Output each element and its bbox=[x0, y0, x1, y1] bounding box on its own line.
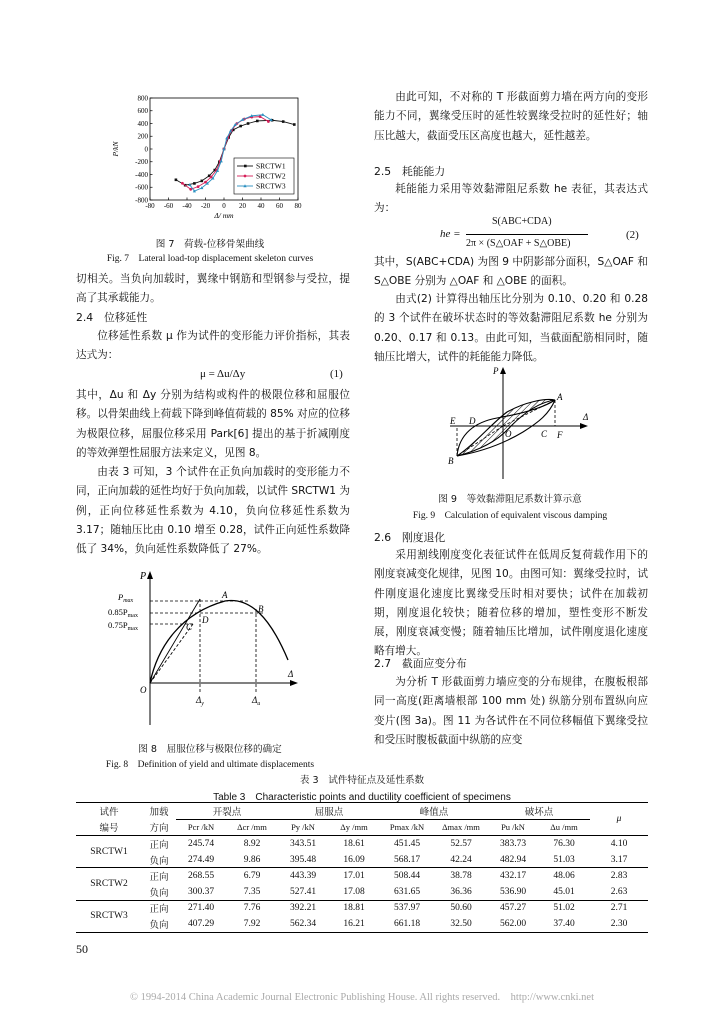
value-cell: 7.76 bbox=[243, 903, 261, 914]
table-row bbox=[76, 868, 648, 884]
th-dy: Δy /mm bbox=[328, 819, 380, 836]
copyright-footer: © 1994-2014 China Academic Journal Electronic Publishing House. All rights reserved. http://www.cnki.net bbox=[130, 992, 594, 1003]
table-row bbox=[76, 900, 648, 916]
right-paragraph-1: 由此可知，不对称的 T 形截面剪力墙在两方向的变形能力不同，翼缘受压时的延性较翼缘受拉时的延性好；轴压比越大，截面受压区高度也越大，延性越差。 bbox=[374, 91, 648, 142]
table-body bbox=[76, 836, 648, 933]
specimen-name-cell: SRCTW1 bbox=[90, 846, 128, 857]
th-load: 加载 bbox=[149, 807, 169, 819]
value-cell: 343.51 bbox=[289, 838, 317, 849]
direction-cell: 负向 bbox=[149, 919, 169, 931]
right-paragraph-2: 耗能能力采用等效黏滞阻尼系数 he 表征，其表达式为： bbox=[374, 183, 648, 215]
value-cell: 451.45 bbox=[393, 838, 421, 849]
figure-7 bbox=[110, 92, 310, 232]
y-tick-label: -400 bbox=[135, 170, 148, 179]
data-point bbox=[204, 181, 207, 184]
y-tick-label: 600 bbox=[137, 107, 148, 116]
th-du: Δu /mm bbox=[538, 819, 590, 836]
fig8-label-du: $\Delta_u$ bbox=[252, 695, 261, 707]
fig9-label-F: F bbox=[557, 430, 563, 440]
x-tick-label: 60 bbox=[276, 202, 283, 210]
value-cell: 17.08 bbox=[343, 886, 365, 897]
th-pmax: Pmax /kN bbox=[380, 819, 434, 836]
y-tick-label: 800 bbox=[137, 94, 148, 103]
eq1-text: μ = Δu/Δy bbox=[200, 368, 246, 380]
table-row bbox=[76, 884, 648, 900]
x-axis-label: Δ/ mm bbox=[214, 211, 234, 220]
value-cell: 508.44 bbox=[393, 871, 421, 882]
right-paragraph-6: 为分析 T 形截面剪力墙应变的分布规律，在腹板根部同一高度(距离墙根部 100 mm 处) 纵筋分别布置纵向应变片(图 3a)。图 11 为各试件在不同位移幅值下翼缘受拉和受压时腹板截面中纵筋的应变 bbox=[374, 676, 648, 746]
fig9-y-arrow bbox=[500, 367, 506, 374]
data-point bbox=[210, 176, 213, 179]
data-point bbox=[256, 120, 259, 123]
value-cell: 245.74 bbox=[187, 838, 215, 849]
fig9-label-D: D bbox=[469, 416, 476, 426]
value-cell: 45.01 bbox=[553, 886, 575, 897]
value-cell: 6.79 bbox=[243, 871, 261, 882]
x-tick-label: -40 bbox=[182, 202, 192, 210]
value-cell: 38.78 bbox=[450, 871, 472, 882]
fig9-label-O: O bbox=[505, 429, 512, 439]
fig8-caption-en: Fig. 8 Definition of yield and ultimate displacements bbox=[105, 760, 315, 770]
data-point bbox=[247, 122, 250, 125]
fig8-secant-line bbox=[150, 624, 193, 683]
value-cell: 268.55 bbox=[187, 871, 215, 882]
direction-cell: 正向 bbox=[149, 904, 169, 916]
direction-cell: 负向 bbox=[149, 887, 169, 899]
th-py: Py /kN bbox=[278, 819, 328, 836]
th-peak: 峰值点 bbox=[380, 803, 488, 820]
table3-title-en: Table 3 Characteristic points and ductility coefficient of specimens bbox=[213, 792, 511, 803]
equation-1-number: (1) bbox=[330, 368, 343, 380]
th-pu: Pu /kN bbox=[488, 819, 538, 836]
value-cell: 271.40 bbox=[187, 903, 215, 914]
equation-2-number: (2) bbox=[626, 229, 639, 241]
left-paragraph-4: 由表 3 可知，3 个试件在正负向加载时的变形能力不同，正向加载的延性均好于负向加载，以试件 SRCTW1 为例，正向位移延性系数为 4.10，负向位移延性系数为 3.17；随轴压比由 0.10 增至 0.28，试件正向延性系数降低了 34%，负向延性系数降低了 27%。 bbox=[76, 466, 350, 556]
section-2-4-heading: 2.4 位移延性 bbox=[76, 311, 148, 324]
figure-9 bbox=[445, 364, 595, 484]
data-point bbox=[239, 125, 242, 128]
th-specimen: 试件 bbox=[99, 807, 119, 819]
fig9-caption-en: Fig. 9 Calculation of equivalent viscous damping bbox=[412, 511, 608, 521]
left-paragraph-2: 位移延性系数 μ 作为试件的变形能力评价指标，其表达式为： bbox=[76, 330, 350, 362]
value-cell: 4.10 bbox=[610, 838, 628, 849]
value-cell: 52.57 bbox=[450, 838, 472, 849]
left-paragraph-3: 其中，Δu 和 Δy 分别为结构或构件的极限位移和屈服位移。以骨架曲线上荷载下降到峰值荷载的 85% 对应的位移为极限位移，屈服位移采用 Park[6] 提出的基于折减刚度的等效弹塑性屈服方法来定义，见图 8。 bbox=[76, 389, 350, 459]
th-dmax: Δmax /mm bbox=[434, 819, 488, 836]
legend-marker bbox=[244, 165, 247, 168]
fig8-label-D: D bbox=[202, 615, 209, 625]
legend-entry: SRCTW1 bbox=[256, 161, 286, 171]
y-tick-label: -600 bbox=[135, 183, 148, 192]
value-cell: 568.17 bbox=[393, 854, 421, 865]
value-cell: 407.29 bbox=[187, 918, 215, 929]
data-point bbox=[282, 120, 285, 123]
fig8-elastic-line bbox=[150, 599, 200, 683]
right-paragraph-5: 采用割线刚度变化表征试件在低周反复荷载作用下的刚度衰减变化规律，见图 10。由图可知：翼缘受拉时，试件刚度退化速度比翼缘受压时相对要快；试件在加载初期，刚度退化较快；随着位移的增加，塑性变形不断发展，刚度衰减变慢；随着轴压比增加，试件刚度退化速度略有增大。 bbox=[374, 549, 648, 658]
th-yield: 屈服点 bbox=[278, 803, 380, 820]
direction-cell: 正向 bbox=[149, 839, 169, 851]
data-point bbox=[293, 123, 296, 126]
value-cell: 395.48 bbox=[289, 854, 317, 865]
right-paragraph-3: 其中，S(ABC+CDA) 为图 9 中阴影部分面积，S△OAF 和 S△OBE 分别为 △OAF 和 △OBE 的面积。 bbox=[374, 256, 648, 288]
fig9-label-B: B bbox=[448, 456, 454, 466]
fig8-label-B: B bbox=[258, 604, 264, 614]
fig9-label-P: P bbox=[493, 366, 499, 376]
th-mu: μ bbox=[590, 803, 648, 836]
x-tick-label: -80 bbox=[145, 202, 155, 210]
left-paragraph-1: 切相关。当负向加载时，翼缘中钢筋和型钢参与受拉，提高了其承载能力。 bbox=[76, 273, 350, 305]
data-point bbox=[193, 182, 196, 185]
value-cell: 457.27 bbox=[499, 903, 527, 914]
data-point bbox=[181, 182, 184, 185]
data-point bbox=[197, 185, 200, 188]
value-cell: 8.92 bbox=[243, 838, 261, 849]
value-cell: 661.18 bbox=[393, 918, 421, 929]
value-cell: 537.97 bbox=[393, 903, 421, 914]
data-point bbox=[267, 120, 270, 123]
value-cell: 37.40 bbox=[553, 918, 575, 929]
value-cell: 383.73 bbox=[499, 838, 527, 849]
value-cell: 482.94 bbox=[499, 854, 527, 865]
fig8-label-delta: Δ bbox=[288, 669, 294, 679]
th-direction: 方向 bbox=[142, 819, 176, 836]
fig9-label-A: A bbox=[557, 392, 563, 402]
fig7-caption-en: Fig. 7 Lateral load-top displacement skeleton curves bbox=[106, 254, 314, 264]
value-cell: 9.86 bbox=[243, 854, 261, 865]
value-cell: 7.92 bbox=[243, 918, 261, 929]
value-cell: 562.34 bbox=[289, 918, 317, 929]
fig9-label-delta: Δ bbox=[583, 412, 589, 422]
value-cell: 562.00 bbox=[499, 918, 527, 929]
specimen-name-cell: SRCTW3 bbox=[90, 911, 128, 922]
th-id: 编号 bbox=[76, 819, 142, 836]
x-tick-label: 80 bbox=[294, 202, 302, 210]
value-cell: 392.21 bbox=[289, 903, 317, 914]
value-cell: 631.65 bbox=[393, 886, 421, 897]
th-dcr: Δcr /mm bbox=[226, 819, 278, 836]
value-cell: 274.49 bbox=[187, 854, 215, 865]
section-2-7-heading: 2.7 截面应变分布 bbox=[374, 657, 467, 670]
data-point bbox=[259, 115, 262, 118]
fig8-x-arrow bbox=[290, 680, 298, 686]
value-cell: 32.50 bbox=[450, 918, 472, 929]
section-2-5-heading: 2.5 耗能能力 bbox=[374, 165, 446, 178]
x-tick-label: 0 bbox=[222, 202, 226, 210]
equation-1 bbox=[200, 368, 245, 380]
value-cell: 432.17 bbox=[499, 871, 527, 882]
value-cell: 16.21 bbox=[343, 918, 365, 929]
table-3 bbox=[76, 802, 648, 933]
direction-cell: 负向 bbox=[149, 855, 169, 867]
value-cell: 18.81 bbox=[343, 903, 365, 914]
yield-ultimate-diagram bbox=[100, 565, 305, 735]
skeleton-curve-chart bbox=[110, 92, 310, 232]
equation-2 bbox=[440, 216, 590, 256]
y-tick-label: -200 bbox=[135, 158, 148, 167]
eq2-fraction-bar bbox=[466, 234, 588, 235]
fig8-label-p85: $0.85P_{max}$ bbox=[108, 607, 138, 619]
value-cell: 2.30 bbox=[610, 918, 628, 929]
eq2-denominator: 2π × (S△OAF + S△OBE) bbox=[466, 238, 571, 249]
table-row bbox=[76, 916, 648, 932]
fig8-y-arrow bbox=[147, 571, 153, 579]
table-row bbox=[76, 852, 648, 868]
y-axis-label: P/kN bbox=[111, 141, 120, 157]
fig9-label-C: C bbox=[541, 429, 548, 439]
x-tick-label: -60 bbox=[163, 202, 174, 210]
y-tick-label: -800 bbox=[135, 196, 148, 205]
value-cell: 76.30 bbox=[553, 838, 575, 849]
x-tick-label: 40 bbox=[257, 202, 265, 210]
fig7-caption-cn: 图 7 荷载-位移骨架曲线 bbox=[155, 239, 265, 250]
table3-title-cn: 表 3 试件特征点及延性系数 bbox=[299, 775, 425, 786]
value-cell: 51.03 bbox=[553, 854, 575, 865]
value-cell: 42.24 bbox=[450, 854, 472, 865]
y-tick-label: 400 bbox=[137, 119, 148, 128]
fig9-x-arrow bbox=[580, 423, 588, 429]
y-tick-label: 0 bbox=[144, 145, 148, 154]
data-point bbox=[201, 180, 204, 183]
legend-entry: SRCTW3 bbox=[256, 181, 286, 191]
th-failure: 破坏点 bbox=[488, 803, 590, 820]
legend-marker bbox=[244, 175, 247, 178]
value-cell: 2.63 bbox=[610, 886, 628, 897]
direction-cell: 正向 bbox=[149, 872, 169, 884]
value-cell: 300.37 bbox=[187, 886, 215, 897]
right-paragraph-4: 由式(2) 计算得出轴压比分别为 0.10、0.20 和 0.28 的 3 个试件在破坏状态时的等效黏滞阻尼系数 he 分别为 0.20、0.17 和 0.13。由此可知，当截面配筋相同时，随轴压比增大，试件的耗能能力降低。 bbox=[374, 293, 648, 363]
y-tick-label: 200 bbox=[137, 132, 148, 141]
value-cell: 2.83 bbox=[610, 871, 628, 882]
fig8-label-p75: $0.75P_{max}$ bbox=[108, 620, 138, 632]
x-tick-label: 20 bbox=[239, 202, 246, 210]
specimen-name-cell: SRCTW2 bbox=[90, 878, 128, 889]
section-2-6-heading: 2.6 刚度退化 bbox=[374, 531, 446, 544]
eq2-numerator: S(ABC+CDA) bbox=[492, 216, 552, 227]
table-header-row-2 bbox=[76, 819, 648, 836]
value-cell: 536.90 bbox=[499, 886, 527, 897]
th-crack: 开裂点 bbox=[176, 803, 278, 820]
fig9-label-E: E bbox=[450, 416, 456, 426]
data-point bbox=[175, 178, 178, 181]
damping-diagram bbox=[445, 364, 595, 484]
fig8-label-A: A bbox=[222, 590, 228, 600]
fig8-label-O: O bbox=[140, 685, 147, 695]
fig8-caption-cn: 图 8 屈服位移与极限位移的确定 bbox=[138, 744, 282, 755]
value-cell: 3.17 bbox=[610, 854, 628, 865]
eq2-lhs: he = bbox=[440, 228, 461, 240]
value-cell: 7.35 bbox=[243, 886, 261, 897]
value-cell: 18.61 bbox=[343, 838, 365, 849]
figure-8 bbox=[100, 565, 305, 735]
value-cell: 51.02 bbox=[553, 903, 575, 914]
value-cell: 443.39 bbox=[289, 871, 317, 882]
page-number: 50 bbox=[76, 942, 88, 956]
table-row bbox=[76, 836, 648, 852]
fig8-label-C: C bbox=[186, 622, 193, 632]
value-cell: 36.36 bbox=[450, 886, 472, 897]
legend-entry: SRCTW2 bbox=[256, 171, 286, 181]
value-cell: 50.60 bbox=[450, 903, 472, 914]
table-header-row-1 bbox=[76, 803, 648, 820]
x-tick-label: -20 bbox=[200, 202, 211, 210]
value-cell: 48.06 bbox=[553, 871, 575, 882]
value-cell: 527.41 bbox=[289, 886, 317, 897]
value-cell: 16.09 bbox=[343, 854, 365, 865]
fig8-label-dy: $\Delta_y$ bbox=[196, 695, 204, 707]
value-cell: 17.01 bbox=[343, 871, 365, 882]
th-pcr: Pcr /kN bbox=[176, 819, 226, 836]
fig8-label-pmax: $P_{max}$ bbox=[118, 592, 134, 604]
value-cell: 2.71 bbox=[610, 903, 628, 914]
data-point bbox=[189, 188, 192, 191]
fig8-label-P: P bbox=[140, 571, 147, 582]
fig9-caption-cn: 图 9 等效黏滞阻尼系数计算示意 bbox=[438, 494, 582, 505]
